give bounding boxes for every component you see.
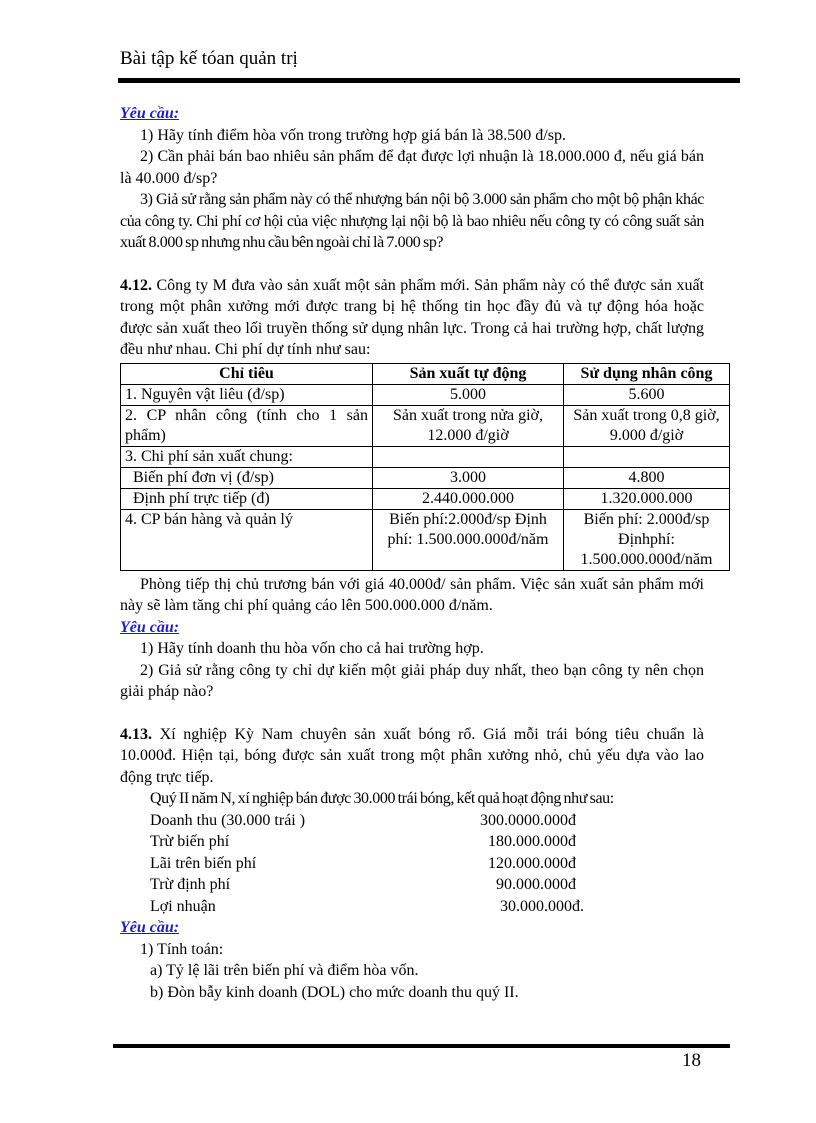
table-cell: Sản xuất trong nửa giờ, 12.000 đ/giờ bbox=[373, 405, 564, 446]
exercise-4-12-intro bbox=[120, 275, 704, 361]
requirement-item: 1) Hãy tính điểm hòa vốn trong trường hợp giá bán là 38.500 đ/sp. bbox=[140, 126, 566, 144]
requirement-subitem: b) Đòn bẫy kinh doanh (DOL) cho mức doanh thu quý II. bbox=[150, 983, 519, 1001]
requirements-heading: Yêu cầu: bbox=[120, 618, 180, 636]
col-header-automated: Sản xuất tự động bbox=[373, 363, 564, 384]
financial-value: 300.0000.000đ bbox=[480, 811, 576, 829]
financial-value: 120.000.000đ bbox=[488, 854, 576, 872]
financial-line bbox=[120, 831, 704, 853]
table-cell: Sản xuất trong 0,8 giờ, 9.000 đ/giờ bbox=[564, 405, 730, 446]
requirement-item: 2) Cần phải bán bao nhiêu sản phẩm để đạt được lợi nhuận là 18.000.000 đ, nếu giá bán là 40.000 đ/sp? bbox=[120, 148, 704, 187]
requirement-item: 1) Hãy tính doanh thu hòa vốn cho cả hai trường hợp. bbox=[140, 640, 484, 657]
page-number: 18 bbox=[682, 1050, 701, 1071]
financial-line bbox=[120, 810, 704, 832]
table-cell: 4. CP bán hàng và quản lý bbox=[121, 509, 373, 570]
footer-rule bbox=[113, 1044, 730, 1048]
cost-comparison-table bbox=[120, 363, 730, 571]
table-row bbox=[121, 467, 730, 488]
col-header-labor: Sử dụng nhân công bbox=[564, 363, 730, 384]
table-row bbox=[121, 446, 730, 467]
requirement-item: 2) Giả sử rằng công ty chỉ dự kiến một giải pháp duy nhất, theo bạn công ty nên chọn giải pháp nào? bbox=[120, 661, 704, 700]
financial-value: 90.000.000đ bbox=[496, 876, 576, 893]
financial-line bbox=[120, 853, 704, 875]
header-rule bbox=[118, 78, 740, 83]
col-header-criteria: Chỉ tiêu bbox=[121, 363, 373, 384]
exercise-number: 4.13. bbox=[120, 725, 152, 743]
financial-label: Lợi nhuận bbox=[150, 897, 216, 915]
table-cell: 2.440.000.000 bbox=[373, 488, 564, 509]
page-content bbox=[120, 103, 720, 1003]
table-cell: 2. CP nhân công (tính cho 1 sản phẩm) bbox=[121, 405, 373, 446]
table-cell: Biến phí:2.000đ/sp Định phí: 1.500.000.000đ/năm bbox=[373, 509, 564, 570]
table-cell: 5.000 bbox=[373, 384, 564, 405]
spacer bbox=[120, 254, 704, 275]
table-cell: 3.000 bbox=[373, 467, 564, 488]
exercise-note: Phòng tiếp thị chủ trương bán với giá 40.000đ/ sản phẩm. Việc sản xuất sản phẩm mới này sẽ làm tăng chi phí quảng cáo lên 500.000.000 đ/năm. bbox=[120, 575, 704, 614]
table-cell: 3. Chi phí sản xuất chung: bbox=[121, 446, 373, 467]
requirement-subitem: a) Tỷ lệ lãi trên biến phí và điểm hòa vốn. bbox=[150, 962, 419, 979]
table-cell: 4.800 bbox=[564, 467, 730, 488]
requirement-item: 1) Tính toán: bbox=[140, 940, 224, 958]
exercise-intro-text: Xí nghiệp Kỳ Nam chuyên sản xuất bóng rổ. Giá mỗi trái bóng tiêu chuẩn là 10.000đ. Hiện tại, bóng được sản xuất trong một phân xưởng nhỏ, chủ yếu dựa vào lao động trực tiếp. bbox=[120, 725, 705, 786]
table-row bbox=[121, 509, 730, 570]
table-cell: 5.600 bbox=[564, 384, 730, 405]
exercise-4-13-intro bbox=[120, 724, 704, 789]
financial-line bbox=[120, 896, 704, 918]
page-header-title: Bài tập kế tóan quản trị bbox=[120, 48, 298, 69]
table-cell: Định phí trực tiếp (đ) bbox=[121, 488, 373, 509]
table-cell: 1. Nguyên vật liêu (đ/sp) bbox=[121, 384, 373, 405]
requirements-heading: Yêu cầu: bbox=[120, 105, 180, 122]
exercise-number: 4.12. bbox=[120, 276, 152, 294]
exercise-intro-text: Công ty M đưa vào sản xuất một sản phẩm mới. Sản phẩm này có thể được sản xuất trong một phân xưởng mới được trang bị hệ thống tin học đầy đủ và tự động hóa hoặc được sản xuất theo lối truyền thống sử dụng nhân lực. Trong cả hai trường hợp, chất lượng đều như nhau. Chi phí dự tính như sau: bbox=[120, 276, 704, 358]
spacer bbox=[120, 703, 704, 724]
table-row bbox=[121, 384, 730, 405]
quarter-results-text: Quý II năm N, xí nghiệp bán được 30.000 trái bóng, kết quả hoạt động như sau: bbox=[150, 790, 614, 807]
table-row bbox=[121, 405, 730, 446]
table-cell: Biến phí: 2.000đ/sp Địnhphí: 1.500.000.000đ/năm bbox=[564, 509, 730, 570]
financial-label: Lãi trên biến phí bbox=[150, 854, 257, 872]
table-cell bbox=[373, 446, 564, 467]
financial-line bbox=[120, 874, 704, 896]
table-cell: Biến phí đơn vị (đ/sp) bbox=[121, 467, 373, 488]
financial-label: Trừ biến phí bbox=[150, 833, 230, 850]
table-row bbox=[121, 488, 730, 509]
table-header-row bbox=[121, 363, 730, 384]
requirement-item: 3) Giả sử rằng sản phẩm này có thể nhượng bán nội bộ 3.000 sản phẩm cho một bộ phận khác của công ty. Chi phí cơ hội của việc nhượng lại nội bộ là bao nhiêu nếu công ty có công suất sản xuất 8.000 sp nhưng nhu cầu bên ngoài chỉ là 7.000 sp? bbox=[120, 191, 704, 251]
table-cell bbox=[564, 446, 730, 467]
financial-value: 30.000.000đ. bbox=[500, 897, 584, 915]
financial-label: Doanh thu (30.000 trái ) bbox=[150, 811, 306, 829]
financial-label: Trừ định phí bbox=[150, 876, 231, 893]
requirements-heading: Yêu cầu: bbox=[120, 919, 180, 936]
table-cell: 1.320.000.000 bbox=[564, 488, 730, 509]
financial-value: 180.000.000đ bbox=[488, 833, 576, 850]
